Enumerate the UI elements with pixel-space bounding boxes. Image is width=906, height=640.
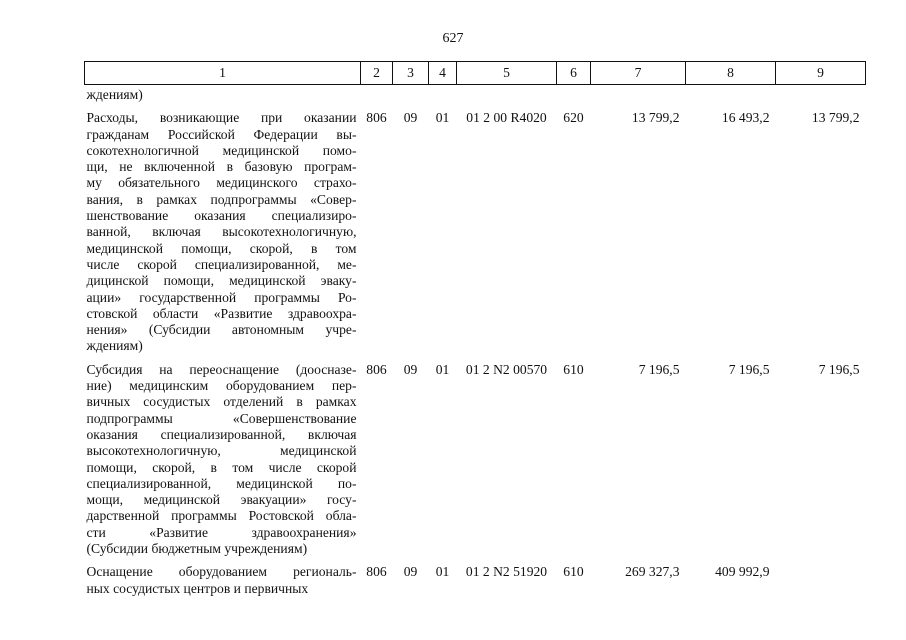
table-row xyxy=(85,355,866,558)
description-line: стовской области «Развитие здравоохра- xyxy=(86,305,357,321)
header-col-1: 1 xyxy=(85,62,361,85)
description-line: гражданам Российской Федерации вы- xyxy=(86,126,357,142)
budget-table xyxy=(84,61,866,597)
row-col-8: 7 196,5 xyxy=(728,361,770,377)
description-line: дицинской помощи, медицинской эваку- xyxy=(86,273,357,289)
description-line: нения» (Субсидии автономным учре- xyxy=(86,322,357,338)
row-col-5: 01 2 00 R4020 xyxy=(466,110,547,126)
header-col-6: 6 xyxy=(557,62,591,85)
header-col-3: 3 xyxy=(393,62,429,85)
row-col-6: 620 xyxy=(563,110,584,126)
row-col-7: 13 799,2 xyxy=(631,110,680,126)
row-col-4: 01 xyxy=(435,564,450,580)
header-col-4: 4 xyxy=(429,62,457,85)
table-row xyxy=(85,103,866,354)
description-line: ации» государственной программы Ро- xyxy=(86,289,357,305)
continuation-row xyxy=(85,85,866,104)
description-line: специализированной, медицинской по- xyxy=(86,475,357,491)
description-line: числе скорой специализированной, ме- xyxy=(86,256,357,272)
description-line: сти «Развитие здравоохранения» xyxy=(86,524,357,540)
continuation-text: ждениям) xyxy=(86,87,143,102)
description-line: ных сосудистых центров и первичных xyxy=(86,580,309,596)
row-col-5: 01 2 N2 00570 xyxy=(465,361,548,377)
row-description xyxy=(85,557,361,597)
row-col-7: 269 327,3 xyxy=(625,564,680,580)
description-line: медицинской помощи, скорой, в том xyxy=(86,240,357,256)
row-col-8: 16 493,2 xyxy=(721,110,770,126)
row-col-2: 806 xyxy=(366,564,387,580)
description-line: шенствование оказания специализиро- xyxy=(86,208,357,224)
row-col-9: 7 196,5 xyxy=(818,361,860,377)
row-description xyxy=(85,103,361,354)
row-col-2: 806 xyxy=(366,361,387,377)
row-description xyxy=(85,355,361,558)
row-col-4: 01 xyxy=(435,361,450,377)
row-col-4: 01 xyxy=(435,110,450,126)
row-col-8: 409 992,9 xyxy=(715,564,770,580)
header-col-9: 9 xyxy=(776,62,866,85)
table-row xyxy=(85,557,866,597)
row-col-9 xyxy=(776,557,866,597)
description-line: помощи, скорой, в том числе скорой xyxy=(86,459,357,475)
description-line: дарственной программы Ростовской обла- xyxy=(86,508,357,524)
row-col-5: 01 2 N2 51920 xyxy=(465,564,548,580)
description-line: сокотехнологичной медицинской помо- xyxy=(86,142,357,158)
description-line: Расходы, возникающие при оказании xyxy=(86,110,357,126)
row-col-3: 09 xyxy=(403,564,418,580)
description-line: оказания специализированной, включая xyxy=(86,426,357,442)
description-line: Субсидия на переоснащение (доосназе- xyxy=(86,361,357,377)
page-number: 627 xyxy=(442,31,464,46)
description-line: вичных сосудистых отделений в рамках xyxy=(86,394,357,410)
row-col-2: 806 xyxy=(366,110,387,126)
description-line: му обязательного медицинского страхо- xyxy=(86,175,357,191)
description-line: вания, в рамках подпрограммы «Совер- xyxy=(86,191,357,207)
description-line: щи, не включенной в базовую програм- xyxy=(86,159,357,175)
description-line: ние) медицинским оборудованием пер- xyxy=(86,378,357,394)
row-col-3: 09 xyxy=(403,361,418,377)
row-col-6: 610 xyxy=(563,564,584,580)
description-line: ждениям) xyxy=(86,338,143,354)
description-line: (Субсидии бюджетным учреждениям) xyxy=(86,541,308,557)
description-line: ванной, включая высокотехнологичную, xyxy=(86,224,357,240)
header-row xyxy=(85,62,866,85)
row-col-6: 610 xyxy=(563,361,584,377)
header-col-5: 5 xyxy=(457,62,557,85)
row-col-7: 7 196,5 xyxy=(638,361,680,377)
row-col-3: 09 xyxy=(403,110,418,126)
description-line: подпрограммы «Совершенствование xyxy=(86,410,357,426)
header-col-8: 8 xyxy=(686,62,776,85)
description-line: высокотехнологичную, медицинской xyxy=(86,443,357,459)
header-col-7: 7 xyxy=(591,62,686,85)
row-col-9: 13 799,2 xyxy=(811,110,860,126)
header-col-2: 2 xyxy=(361,62,393,85)
description-line: Оснащение оборудованием региональ- xyxy=(86,564,357,580)
description-line: мощи, медицинской эвакуации» госу- xyxy=(86,492,357,508)
